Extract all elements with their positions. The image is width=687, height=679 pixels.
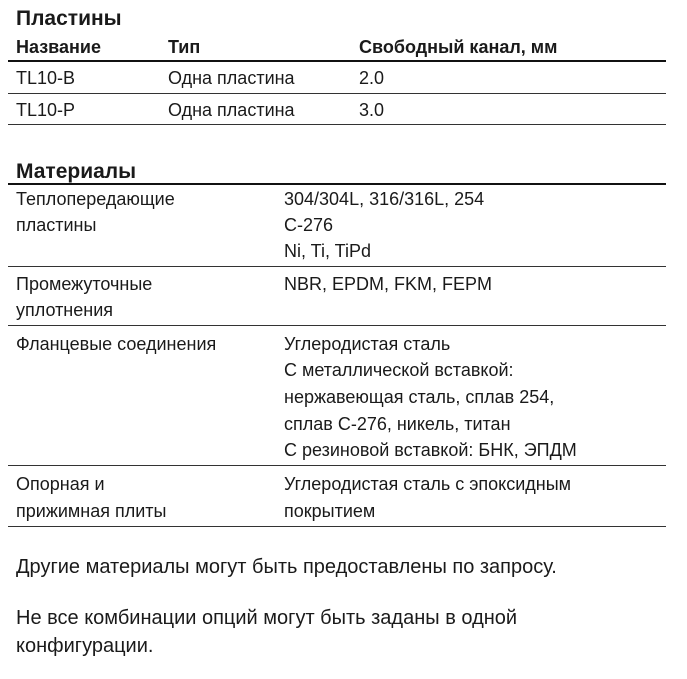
- note-combinations-line1: Не все комбинации опций могут быть заданы в одной: [16, 607, 518, 629]
- materials-row-2-rule: [8, 325, 666, 326]
- materials-section-title: Материалы: [16, 160, 137, 183]
- plates-header-type: Тип: [168, 37, 201, 57]
- materials-row-4-value-line1: Углеродистая сталь с эпоксидным: [284, 474, 572, 494]
- materials-row-2-value-line1: NBR, EPDM, FKM, FEPM: [284, 274, 493, 294]
- materials-row-4-value-line2: покрытием: [284, 501, 376, 521]
- plates-header-rule: [8, 60, 666, 62]
- materials-row-1-value-line3: Ni, Ti, TiPd: [284, 241, 372, 261]
- materials-row-3-label-line1: Фланцевые соединения: [16, 334, 217, 354]
- plates-header-name: Название: [16, 37, 101, 57]
- materials-row-3-value-line2: С металлической вставкой:: [284, 360, 514, 380]
- plates-row-2-channel: 3.0: [359, 100, 385, 120]
- materials-row-3-value-line5: С резиновой вставкой: БНК, ЭПДМ: [284, 440, 577, 460]
- note-combinations-line2: конфигурации.: [16, 635, 154, 657]
- note-other-materials: Другие материалы могут быть предоставлены по запросу.: [16, 556, 557, 578]
- materials-row-4-label-line2: прижимная плиты: [16, 501, 167, 521]
- materials-row-1-value-line1: 304/304L, 316/316L, 254: [284, 189, 485, 209]
- materials-row-4-label-line1: Опорная и: [16, 474, 105, 494]
- materials-row-1-label-line2: пластины: [16, 215, 97, 235]
- plates-row-2-rule: [8, 124, 666, 125]
- plates-row-2-name: TL10-P: [16, 100, 76, 120]
- materials-row-3-value-line1: Углеродистая сталь: [284, 334, 451, 354]
- plates-row-2-type: Одна пластина: [168, 100, 295, 120]
- materials-row-3-value-line4: сплав C-276, никель, титан: [284, 414, 511, 434]
- materials-row-3-rule: [8, 465, 666, 466]
- plates-row-1-name: TL10-B: [16, 68, 76, 88]
- materials-header-rule: [8, 183, 666, 185]
- plates-row-1-rule: [8, 93, 666, 94]
- materials-row-2-label-line1: Промежуточные: [16, 274, 153, 294]
- plates-section-title: Пластины: [16, 7, 122, 30]
- plates-header-channel: Свободный канал, мм: [359, 37, 558, 57]
- plates-row-1-type: Одна пластина: [168, 68, 295, 88]
- materials-row-1-rule: [8, 266, 666, 267]
- materials-row-1-value-line2: C-276: [284, 215, 334, 235]
- materials-row-3-value-line3: нержавеющая сталь, сплав 254,: [284, 387, 555, 407]
- materials-row-4-rule: [8, 526, 666, 527]
- materials-row-2-label-line2: уплотнения: [16, 300, 114, 320]
- plates-row-1-channel: 2.0: [359, 68, 385, 88]
- materials-row-1-label-line1: Теплопередающие: [16, 189, 175, 209]
